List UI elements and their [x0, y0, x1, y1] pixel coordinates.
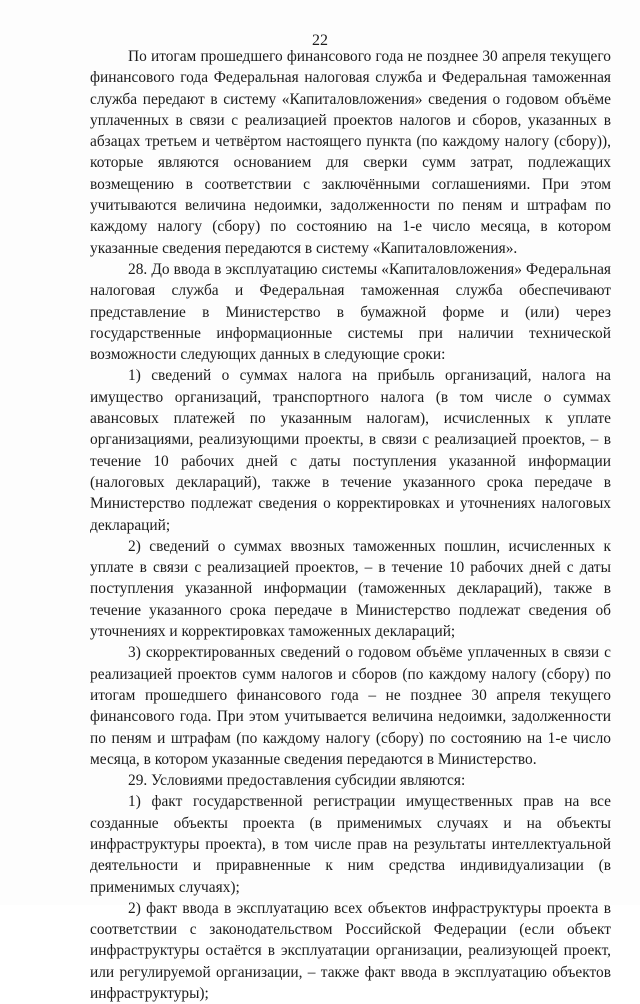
page-number: 22: [312, 32, 328, 49]
paragraph-reporting-after-year-end: По итогам прошедшего финансового года не позднее 30 апреля текущего финансового года Федеральная налоговая служба и Федеральная таможенная служба передают в систему «Капиталовложения» сведения о годовом объёме уплаченных в связи с реализацией проектов налогов и сборов, указанных в абзацах третьем и четвёртом настоящего пункта (по каждому налогу (сбору)), которые являются основанием для сверки сумм затрат, подлежащих возмещению в соответствии с заключёнными соглашениями. При этом учитываются величина недоимки, задолженности по пеням и штрафам по каждому налогу (сбору) по состоянию на 1-е число месяца, в котором указанные сведения передаются в систему «Капиталовложения».: [90, 48, 611, 257]
document-body: [90, 46, 611, 1004]
paragraph-point-29: 29. Условиями предоставления субсидии являются:: [128, 772, 466, 790]
paragraph-point-29-item-1: 1) факт государственной регистрации имущественных прав на все созданные объекты проекта (в применимых случаях и на объекты инфраструктуры проекта), в том числе прав на результаты интеллектуальной деятельности и приравненные к ним средства индивидуализации (в применимых случаях);: [90, 793, 611, 896]
paragraph-point-29-item-2: 2) факт ввода в эксплуатацию всех объектов инфраструктуры проекта в соответствии с законодательством Российской Федерации (если объект инфраструктуры остаётся в эксплуатации организации, реализующей проект, или регулируемой организации, – также факт ввода в эксплуатацию объектов инфраструктуры);: [90, 899, 611, 1003]
paragraph-point-28-item-3: 3) скорректированных сведений о годовом объёме уплаченных в связи с реализацией проектов сумм налогов и сборов (по каждому налогу (сбору) по итогам прошедшего финансового года – не позднее 30 апреля текущего финансового года. При этом учитывается величина недоимки, задолженности по пеням и штрафам (по каждому налогу (сбору) по состоянию на 1-е число месяца, в котором указанные сведения передаются в Министерство.: [90, 644, 611, 768]
paragraph-point-28-item-2: 2) сведений о суммах ввозных таможенных пошлин, исчисленных к уплате в связи с реализацией проектов, – в течение 10 рабочих дней с даты поступления указанной информации (таможенных деклараций), также в течение указанного срока передаче в Министерство подлежат сведения об уточнениях и корректировках таможенных деклараций;: [90, 537, 611, 641]
paragraph-point-28: 28. До ввода в эксплуатацию системы «Капиталовложения» Федеральная налоговая служба и Федеральная таможенная служба обеспечивают представление в Министерство в бумажной форме и (или) через государственные информационные системы при наличии технической возможности следующих данных в следующие сроки:: [90, 260, 611, 364]
paragraph-point-28-item-1: 1) сведений о суммах налога на прибыль организаций, налога на имущество организаций, транспортного налога (в том числе о суммах авансовых платежей по указанным налогам), исчисленных к уплате организациями, реализующими проекты, в связи с реализацией проектов, – в течение 10 рабочих дней с даты поступления указанной информации (налоговых деклараций), также в течение указанного срока передаче в Министерство подлежат сведения о корректировках и уточнениях налоговых деклараций;: [90, 367, 611, 534]
